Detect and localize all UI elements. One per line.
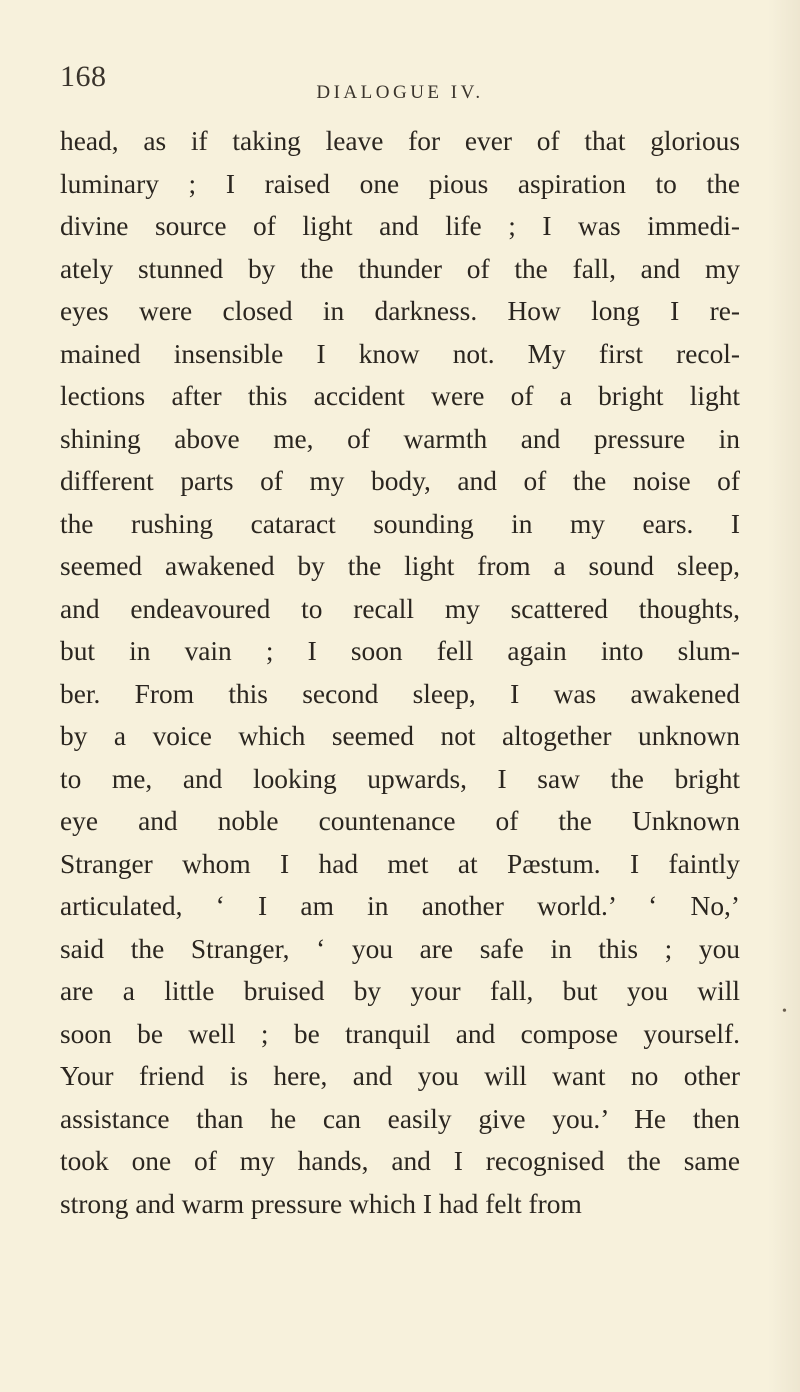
text-line: Stranger whom I had met at Pæstum. I faintly xyxy=(60,848,740,879)
text-line: shining above me, of warmth and pressure in xyxy=(60,423,740,454)
text-line: the rushing cataract sounding in my ears. I xyxy=(60,508,740,539)
text-line: head, as if taking leave for ever of that glorious xyxy=(60,126,740,156)
text-line: divine source of light and life ; I was immedi- xyxy=(60,211,740,241)
text-line: eye and noble countenance of the Unknown xyxy=(60,806,740,836)
text-line: took one of my hands, and I recognised the same xyxy=(60,1146,740,1176)
text-line: strong and warm pressure which I had felt from xyxy=(60,1188,582,1219)
text-line: ately stunned by the thunder of the fall, and my xyxy=(60,253,740,284)
text-line: articulated, ‘ I am in another world.’ ‘ No,’ xyxy=(60,891,740,921)
text-line: and endeavoured to recall my scattered thoughts, xyxy=(60,593,740,624)
running-head: DIALOGUE IV. xyxy=(316,82,484,103)
text-line: lections after this accident were of a bright light xyxy=(60,381,740,411)
page-number: 168 xyxy=(60,60,107,93)
text-line: seemed awakened by the light from a sound sleep, xyxy=(60,551,740,581)
text-line: said the Stranger, ‘ you are safe in this ; you xyxy=(60,933,740,964)
text-line: different parts of my body, and of the noise of xyxy=(60,466,740,496)
text-line: mained insensible I know not. My first recol- xyxy=(60,338,740,369)
text-line: assistance than he can easily give you.’ He then xyxy=(60,1103,740,1134)
text-line: Your friend is here, and you will want no other xyxy=(60,1061,740,1091)
text-line: luminary ; I raised one pious aspiration to the xyxy=(60,168,740,199)
text-line: eyes were closed in darkness. How long I re- xyxy=(60,296,740,326)
text-line: are a little bruised by your fall, but you will xyxy=(60,976,740,1006)
text-line: ber. From this second sleep, I was awakened xyxy=(60,678,740,709)
text-line: but in vain ; I soon fell again into slum- xyxy=(60,636,740,666)
body-text xyxy=(60,120,740,1225)
text-line: by a voice which seemed not altogether unknown xyxy=(60,721,740,751)
text-line: to me, and looking upwards, I saw the bright xyxy=(60,763,740,794)
margin-mark: • xyxy=(782,1004,787,1019)
text-line: soon be well ; be tranquil and compose yourself. xyxy=(60,1018,740,1049)
